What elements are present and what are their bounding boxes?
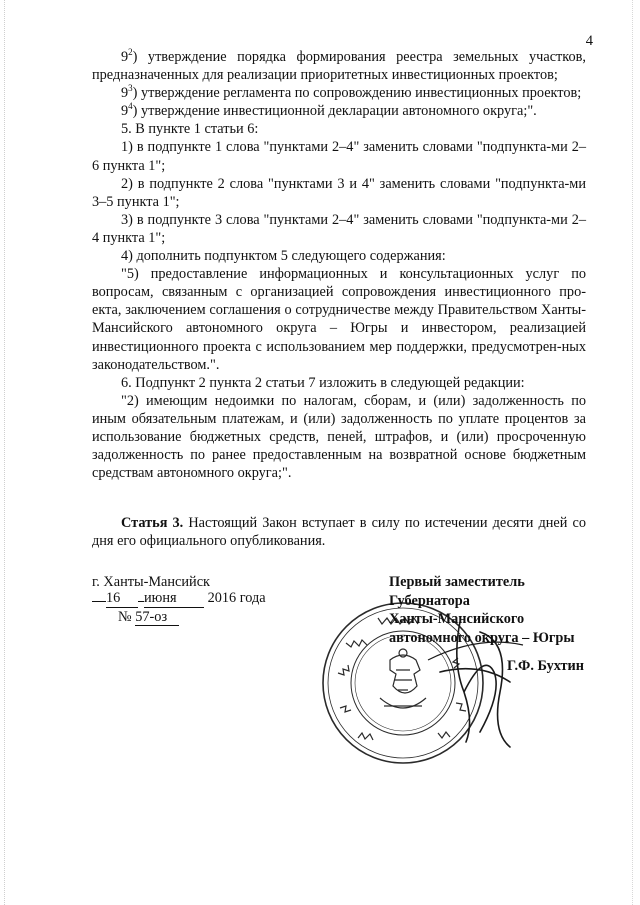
item-9-3-sup: 3 — [128, 83, 133, 94]
item-9-2-number: 9 — [121, 49, 129, 65]
paragraph: 3) в подпункте 3 слова "пунктами 2–4" заменить словами "подпункта-ми 2–4 пункта 1"; — [92, 211, 586, 246]
item-9-4 — [92, 102, 586, 120]
signatory-title — [389, 573, 575, 647]
item-9-3-number: 9 — [121, 85, 129, 102]
paragraph: "2) имеющим недоимки по налогам, сборам, и (или) задолженность по иным обязательным платежам, и (или) задолженность по уплате процентов за использование бюджетных средств, пеней, штрафов, и (или) просроченную задолженность по ранее предоставленным на возвратной основе бюджетным средствам автономного округа;". — [92, 392, 586, 482]
page-number: 4 — [585, 33, 593, 49]
signing-date — [92, 590, 266, 608]
article-3 — [92, 514, 586, 550]
law-number-prefix: № — [118, 609, 132, 625]
signatory-line-4: автономного округа – Югры — [389, 629, 575, 646]
item-9-4-sup: 4 — [128, 101, 133, 112]
item-9-3-text: ) утверждение регламента по сопровождению инвестиционных проектов; — [132, 85, 582, 102]
item-9-2 — [92, 48, 586, 84]
scan-edge-left — [4, 0, 6, 905]
signatory-line-2: Губернатора — [389, 592, 470, 609]
signatory-line-1: Первый заместитель — [389, 574, 525, 590]
date-day: 16 — [106, 590, 138, 608]
article-3-text: Настоящий Закон вступает в силу по истечении десяти дней со дня его официального опубликования. — [92, 515, 586, 550]
paragraph: 6. Подпункт 2 пункта 2 статьи 7 изложить в следующей редакции: — [121, 374, 525, 391]
scan-edge-right — [632, 0, 634, 905]
paragraph: 4) дополнить подпунктом 5 следующего содержания: — [121, 248, 446, 265]
item-9-4-number: 9 — [121, 103, 129, 120]
paragraph: "5) предоставление информационных и консультационных услуг по вопросам, связанным с организацией сопровождения инвестиционного про-екта, заключением соглашения о сотрудничестве между Правительством Ханты-Мансийского автономного округа – Югры и инвестором, реализацией инвестиционного проекта с использованием мер поддержки, предусмотрен-ных законодательством.". — [92, 266, 586, 373]
date-month: июня — [144, 590, 204, 608]
date-year: 2016 года — [207, 590, 266, 606]
city: г. Ханты-Мансийск — [92, 574, 210, 590]
law-number-value: 57-оз — [135, 609, 179, 626]
paragraph: 5. В пункте 1 статьи 6: — [121, 121, 259, 138]
signatory-name: Г.Ф. Бухтин — [507, 658, 585, 674]
spacer — [92, 482, 586, 514]
paragraph: 2) в подпункте 2 слова "пунктами 3 и 4" заменить словами "подпункта-ми 3–5 пункта 1"; — [92, 175, 586, 210]
law-number — [118, 609, 179, 626]
paragraph: 1) в подпункте 1 слова "пунктами 2–4" заменить словами "подпункта-ми 2–6 пункта 1"; — [92, 139, 586, 174]
signatory-line-3: Ханты-Мансийского — [389, 611, 525, 627]
item-9-2-sup: 2 — [128, 47, 133, 58]
document-body — [92, 48, 586, 550]
item-9-2-text: ) утверждение порядка формирования реестра земельных участков, предназначенных для реализации приоритетных инвестиционных проектов; — [92, 49, 586, 84]
article-3-title: Статья 3. — [121, 515, 184, 532]
item-9-4-text: ) утверждение инвестиционной декларации автономного округа;". — [132, 103, 537, 120]
item-9-3 — [92, 84, 586, 102]
